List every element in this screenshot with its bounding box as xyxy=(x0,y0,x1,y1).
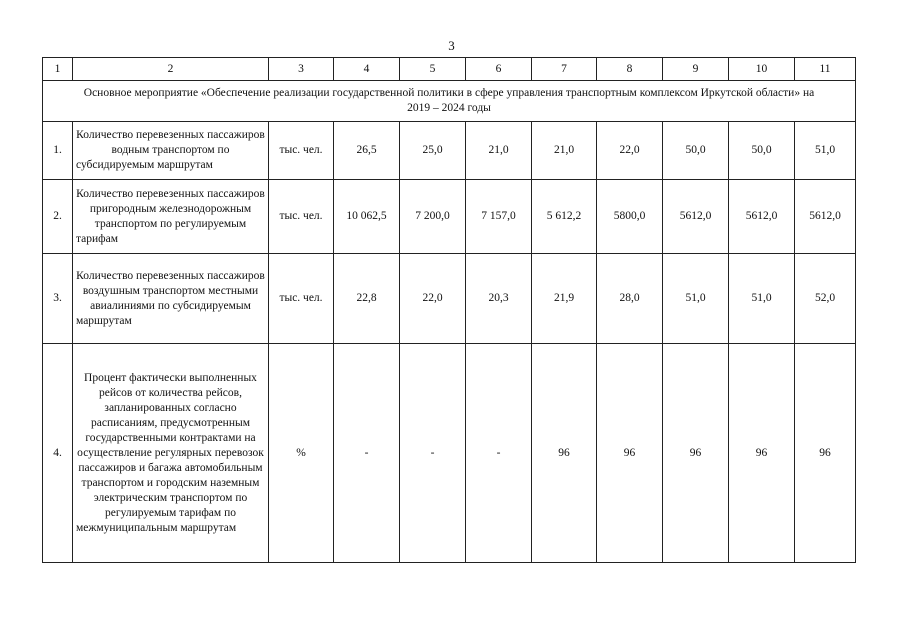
value-cell: 96 xyxy=(795,344,856,563)
value-cell: 7 200,0 xyxy=(400,180,466,254)
value-cell: 5612,0 xyxy=(795,180,856,254)
value-cell: - xyxy=(400,344,466,563)
value-cell: 21,9 xyxy=(532,254,597,344)
value-cell: 7 157,0 xyxy=(466,180,532,254)
indicator-name: Количество перевезенных пассажиров воздушным транспортом местными авиалиниями по субсидируемым маршрутам xyxy=(73,254,269,344)
value-cell: 52,0 xyxy=(795,254,856,344)
header-cell: 7 xyxy=(532,58,597,81)
value-cell: 5800,0 xyxy=(597,180,663,254)
header-cell: 10 xyxy=(729,58,795,81)
unit-cell: тыс. чел. xyxy=(269,180,334,254)
value-cell: 21,0 xyxy=(532,122,597,180)
header-cell: 2 xyxy=(73,58,269,81)
table-row xyxy=(43,344,856,563)
unit-cell: % xyxy=(269,344,334,563)
table-row xyxy=(43,180,856,254)
row-number: 4. xyxy=(43,344,73,563)
indicators-table xyxy=(42,57,856,563)
page-number: 3 xyxy=(448,38,455,53)
value-cell: 5612,0 xyxy=(729,180,795,254)
table-row xyxy=(43,254,856,344)
header-cell: 5 xyxy=(400,58,466,81)
section-title: Основное мероприятие «Обеспечение реализации государственной политики в сфере управления транспортным комплексом Иркутской области» на 2019 – 2024 годы xyxy=(43,81,856,122)
value-cell: 5612,0 xyxy=(663,180,729,254)
header-cell: 3 xyxy=(269,58,334,81)
value-cell: 96 xyxy=(663,344,729,563)
value-cell: 22,0 xyxy=(597,122,663,180)
header-cell: 4 xyxy=(334,58,400,81)
value-cell: - xyxy=(334,344,400,563)
value-cell: 28,0 xyxy=(597,254,663,344)
value-cell: 96 xyxy=(597,344,663,563)
value-cell: 96 xyxy=(532,344,597,563)
value-cell: 25,0 xyxy=(400,122,466,180)
value-cell: 50,0 xyxy=(729,122,795,180)
value-cell: 5 612,2 xyxy=(532,180,597,254)
value-cell: 51,0 xyxy=(795,122,856,180)
header-cell: 6 xyxy=(466,58,532,81)
row-number: 1. xyxy=(43,122,73,180)
section-row xyxy=(43,81,856,122)
header-cell: 11 xyxy=(795,58,856,81)
value-cell: 51,0 xyxy=(729,254,795,344)
value-cell: 22,0 xyxy=(400,254,466,344)
value-cell: 21,0 xyxy=(466,122,532,180)
value-cell: 26,5 xyxy=(334,122,400,180)
table-row xyxy=(43,122,856,180)
header-cell: 1 xyxy=(43,58,73,81)
header-cell: 8 xyxy=(597,58,663,81)
value-cell: - xyxy=(466,344,532,563)
value-cell: 20,3 xyxy=(466,254,532,344)
indicator-name: Количество перевезенных пассажиров водным транспортом по субсидируемым маршрутам xyxy=(73,122,269,180)
row-number: 3. xyxy=(43,254,73,344)
value-cell: 50,0 xyxy=(663,122,729,180)
header-row xyxy=(43,58,856,81)
unit-cell: тыс. чел. xyxy=(269,122,334,180)
indicator-name: Процент фактически выполненных рейсов от количества рейсов, запланированных согласно расписаниям, предусмотренным государственными контрактами на осуществление регулярных перевозок пассажиров и багажа автомобильным транспортом и городским наземным электрическим транспортом по регулируемым тарифам по межмуниципальным маршрутам xyxy=(73,344,269,563)
value-cell: 10 062,5 xyxy=(334,180,400,254)
value-cell: 22,8 xyxy=(334,254,400,344)
value-cell: 96 xyxy=(729,344,795,563)
header-cell: 9 xyxy=(663,58,729,81)
indicator-name: Количество перевезенных пассажиров пригородным железнодорожным транспортом по регулируемым тарифам xyxy=(73,180,269,254)
unit-cell: тыс. чел. xyxy=(269,254,334,344)
row-number: 2. xyxy=(43,180,73,254)
value-cell: 51,0 xyxy=(663,254,729,344)
